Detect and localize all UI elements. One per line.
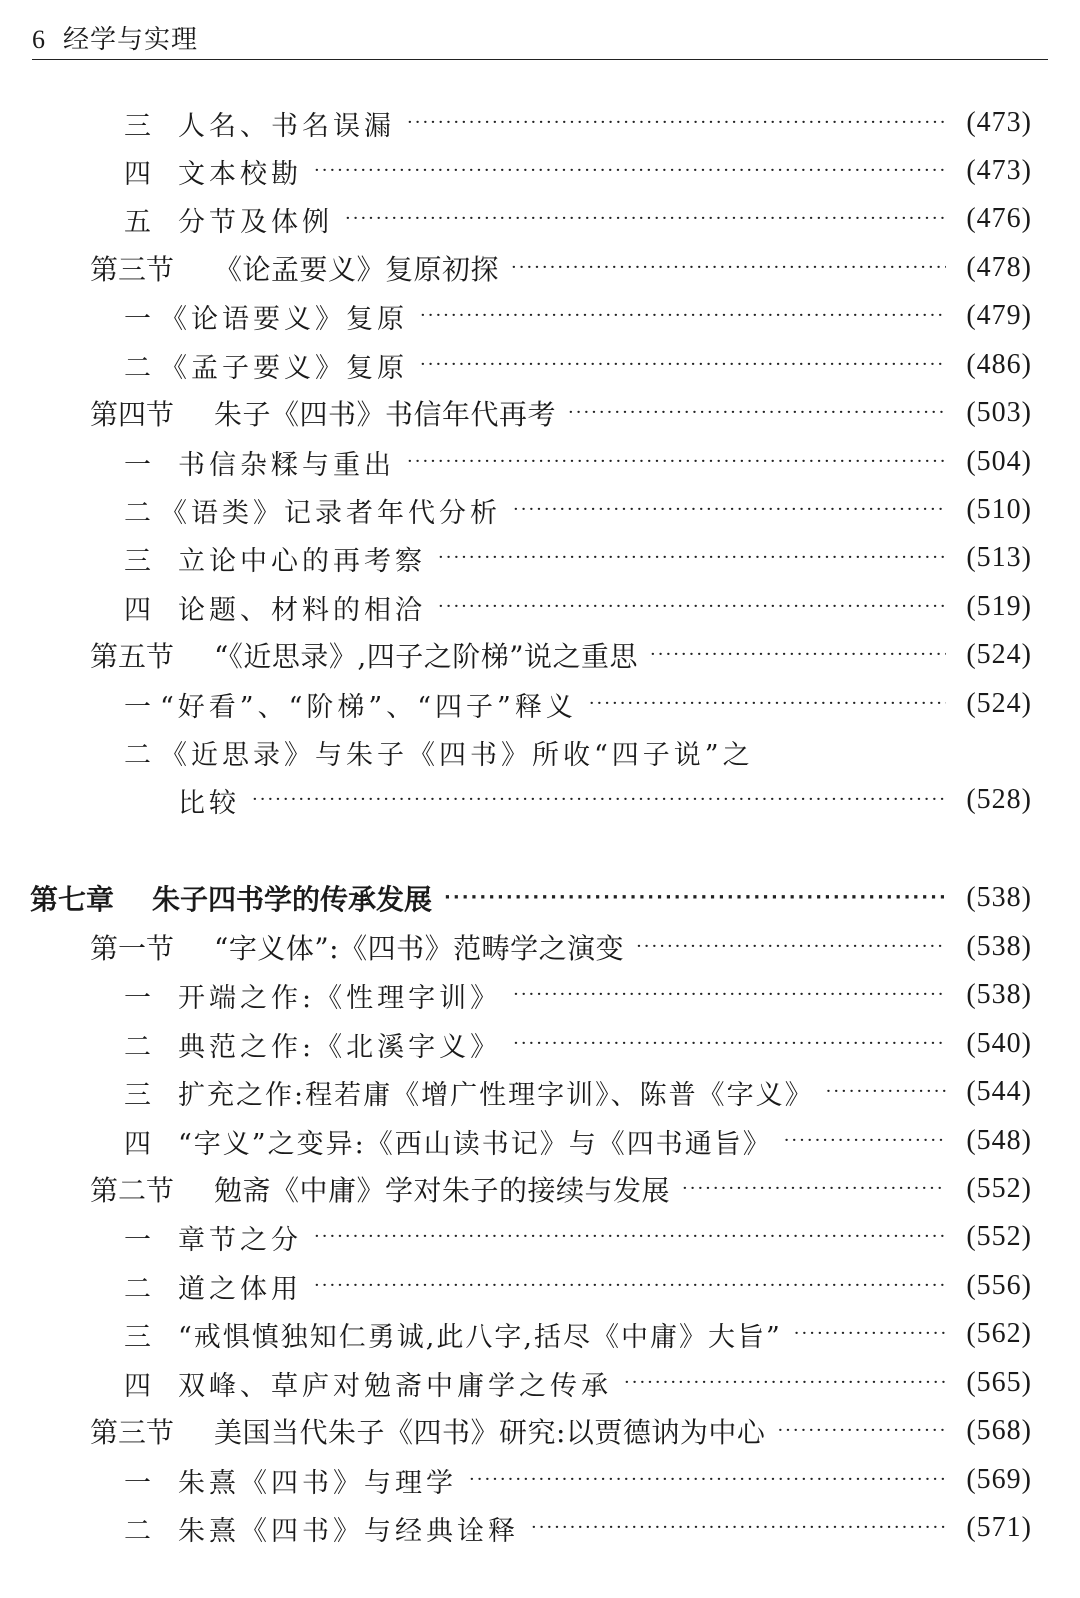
- entry-title: 朱熹《四书》与理学: [178, 1467, 457, 1499]
- entry-title: “字义”之变异:《西山读书记》与《四书通旨》: [178, 1128, 772, 1160]
- toc-entry[interactable]: [0, 296, 1080, 336]
- section-number: 第三节: [90, 1416, 175, 1449]
- dot-leader: [682, 1180, 946, 1198]
- entry-title: 典范之作:《北溪字义》: [178, 1031, 502, 1063]
- entry-page: (556): [966, 1270, 1032, 1301]
- toc-entry[interactable]: [0, 151, 1080, 191]
- entry-page: (552): [966, 1173, 1032, 1204]
- entry-page: (538): [966, 979, 1032, 1010]
- section-title: 《论孟要义》复原初探: [214, 253, 500, 286]
- toc-entry[interactable]: [0, 538, 1080, 578]
- entry-page: (568): [966, 1415, 1032, 1446]
- entry-page: (479): [966, 300, 1032, 331]
- entry-page: (476): [966, 203, 1032, 234]
- entry-page: (478): [966, 252, 1032, 283]
- entry-number: 四: [124, 1370, 151, 1402]
- section-title: “《近思录》,四子之阶梯”说之重思: [214, 640, 639, 673]
- entry-number: 二: [124, 1031, 151, 1063]
- dot-leader: [513, 1035, 946, 1053]
- toc-section-entry[interactable]: [0, 1169, 1080, 1209]
- entry-number: 一: [124, 691, 151, 723]
- dot-leader: [420, 307, 946, 325]
- toc-section-entry[interactable]: [0, 927, 1080, 967]
- entry-number: 三: [124, 110, 151, 142]
- entry-page: (540): [966, 1028, 1032, 1059]
- entry-page: (528): [966, 784, 1032, 815]
- entry-page: (571): [966, 1512, 1032, 1543]
- entry-page: (473): [966, 107, 1032, 138]
- toc-entry[interactable]: [0, 1314, 1080, 1354]
- entry-title: 比较: [178, 787, 240, 819]
- toc-entry[interactable]: [0, 1024, 1080, 1064]
- running-title: 经学与实理: [63, 25, 199, 55]
- dot-leader: [513, 986, 946, 1004]
- entry-title: “好看”、“阶梯”、“四子”释义: [160, 691, 577, 723]
- entry-page: (548): [966, 1125, 1032, 1156]
- running-header: [32, 20, 1048, 60]
- entry-page: (503): [966, 397, 1032, 428]
- dot-leader: [407, 453, 946, 471]
- dot-leader: [438, 598, 946, 616]
- entry-number: 三: [124, 1079, 151, 1111]
- section-title: 美国当代朱子《四书》研究:以贾德讷为中心: [214, 1416, 766, 1449]
- entry-page: (565): [966, 1367, 1032, 1398]
- entry-page: (569): [966, 1464, 1032, 1495]
- entry-number: 一: [124, 1467, 151, 1499]
- toc-entry[interactable]: [0, 732, 1080, 772]
- toc-section-entry[interactable]: [0, 1411, 1080, 1451]
- toc-entry[interactable]: [0, 442, 1080, 482]
- dot-leader: [826, 1083, 946, 1101]
- dot-leader: [589, 695, 946, 713]
- dot-leader: [252, 791, 946, 809]
- entry-title: 《近思录》与朱子《四书》所收“四子说”之: [160, 739, 754, 771]
- section-title: “字义体”:《四书》范畴学之演变: [214, 932, 625, 965]
- entry-number: 二: [124, 739, 151, 771]
- entry-page: (510): [966, 494, 1032, 525]
- dot-leader: [438, 549, 946, 567]
- dot-leader: [513, 501, 946, 519]
- toc-entry[interactable]: [0, 1121, 1080, 1161]
- entry-title: 《论语要义》复原: [160, 303, 408, 335]
- entry-title: 开端之作:《性理字训》: [178, 982, 502, 1014]
- chapter-title: 朱子四书学的传承发展: [152, 883, 433, 916]
- entry-title: 论题、材料的相洽: [178, 594, 426, 626]
- entry-number: 三: [124, 1321, 151, 1353]
- entry-title: 扩充之作:程若庸《增广性理字训》、陈普《字义》: [178, 1079, 814, 1111]
- toc-entry[interactable]: [0, 1460, 1080, 1500]
- dot-leader: [314, 1277, 946, 1295]
- dot-leader: [420, 356, 946, 374]
- toc-entry[interactable]: [0, 1217, 1080, 1257]
- toc-entry[interactable]: [0, 199, 1080, 239]
- dot-leader: [568, 404, 946, 422]
- section-number: 第三节: [90, 253, 175, 286]
- entry-number: 一: [124, 449, 151, 481]
- toc-entry[interactable]: [0, 103, 1080, 143]
- entry-page: (524): [966, 688, 1032, 719]
- dot-leader: [784, 1132, 946, 1150]
- entry-number: 四: [124, 158, 151, 190]
- entry-number: 二: [124, 1515, 151, 1547]
- entry-title: 朱熹《四书》与经典诠释: [178, 1515, 519, 1547]
- section-number: 第四节: [90, 398, 175, 431]
- entry-title: 双峰、草庐对勉斋中庸学之传承: [178, 1370, 612, 1402]
- dot-leader: [314, 162, 946, 180]
- dot-leader: [531, 1519, 946, 1537]
- toc-entry[interactable]: [0, 1266, 1080, 1306]
- dot-leader: [794, 1325, 946, 1343]
- entry-page: (513): [966, 542, 1032, 573]
- entry-page: (538): [966, 931, 1032, 962]
- entry-number: 三: [124, 545, 151, 577]
- entry-page: (524): [966, 639, 1032, 670]
- dot-leader: [345, 210, 946, 228]
- entry-page: (562): [966, 1318, 1032, 1349]
- section-number: 第二节: [90, 1174, 175, 1207]
- entry-title: “戒惧慎独知仁勇诚,此八字,括尽《中庸》大旨”: [178, 1321, 782, 1353]
- entry-title: 文本校勘: [178, 158, 302, 190]
- entry-number: 四: [124, 1128, 151, 1160]
- toc-entry[interactable]: [0, 1072, 1080, 1112]
- page-number: 6: [32, 25, 45, 54]
- toc-entry[interactable]: [0, 587, 1080, 627]
- entry-number: 一: [124, 982, 151, 1014]
- entry-page: (473): [966, 155, 1032, 186]
- entry-title: 人名、书名误漏: [178, 110, 395, 142]
- dot-leader: [650, 646, 946, 664]
- entry-page: (486): [966, 349, 1032, 380]
- entry-title: 《语类》记录者年代分析: [160, 497, 501, 529]
- entry-number: 一: [124, 1224, 151, 1256]
- entry-number: 二: [124, 352, 151, 384]
- dot-leader: [777, 1422, 946, 1440]
- entry-number: 二: [124, 497, 151, 529]
- toc-entry[interactable]: [0, 975, 1080, 1015]
- entry-page: (519): [966, 591, 1032, 622]
- toc-entry[interactable]: [0, 490, 1080, 530]
- dot-leader: [444, 889, 946, 907]
- chapter-number: 第七章: [30, 883, 115, 916]
- dot-leader: [636, 938, 946, 956]
- entry-title: 《孟子要义》复原: [160, 352, 408, 384]
- toc-entry[interactable]: [0, 1363, 1080, 1403]
- section-title: 朱子《四书》书信年代再考: [214, 398, 557, 431]
- toc-section-entry[interactable]: [0, 393, 1080, 433]
- toc-entry[interactable]: [0, 345, 1080, 385]
- entry-title: 章节之分: [178, 1224, 302, 1256]
- entry-page: (544): [966, 1076, 1032, 1107]
- entry-title: 分节及体例: [178, 206, 333, 238]
- dot-leader: [469, 1471, 946, 1489]
- entry-number: 二: [124, 1273, 151, 1305]
- section-title: 勉斋《中庸》学对朱子的接续与发展: [214, 1174, 671, 1207]
- entry-page: (538): [966, 882, 1032, 913]
- dot-leader: [624, 1374, 946, 1392]
- entry-number: 五: [124, 206, 151, 238]
- entry-page: (552): [966, 1221, 1032, 1252]
- entry-number: 一: [124, 303, 151, 335]
- toc-chapter-entry[interactable]: [0, 878, 1080, 918]
- entry-title: 书信杂糅与重出: [178, 449, 395, 481]
- entry-number: 四: [124, 594, 151, 626]
- dot-leader: [314, 1228, 946, 1246]
- section-number: 第一节: [90, 932, 175, 965]
- entry-page: (504): [966, 446, 1032, 477]
- dot-leader: [407, 114, 946, 132]
- toc-entry-continuation[interactable]: [0, 780, 1080, 820]
- toc-section-entry[interactable]: [0, 635, 1080, 675]
- entry-title: 道之体用: [178, 1273, 302, 1305]
- toc-entry[interactable]: [0, 1508, 1080, 1548]
- section-number: 第五节: [90, 640, 175, 673]
- toc-entry[interactable]: [0, 684, 1080, 724]
- dot-leader: [511, 259, 946, 277]
- entry-title: 立论中心的再考察: [178, 545, 426, 577]
- toc-section-entry[interactable]: [0, 248, 1080, 288]
